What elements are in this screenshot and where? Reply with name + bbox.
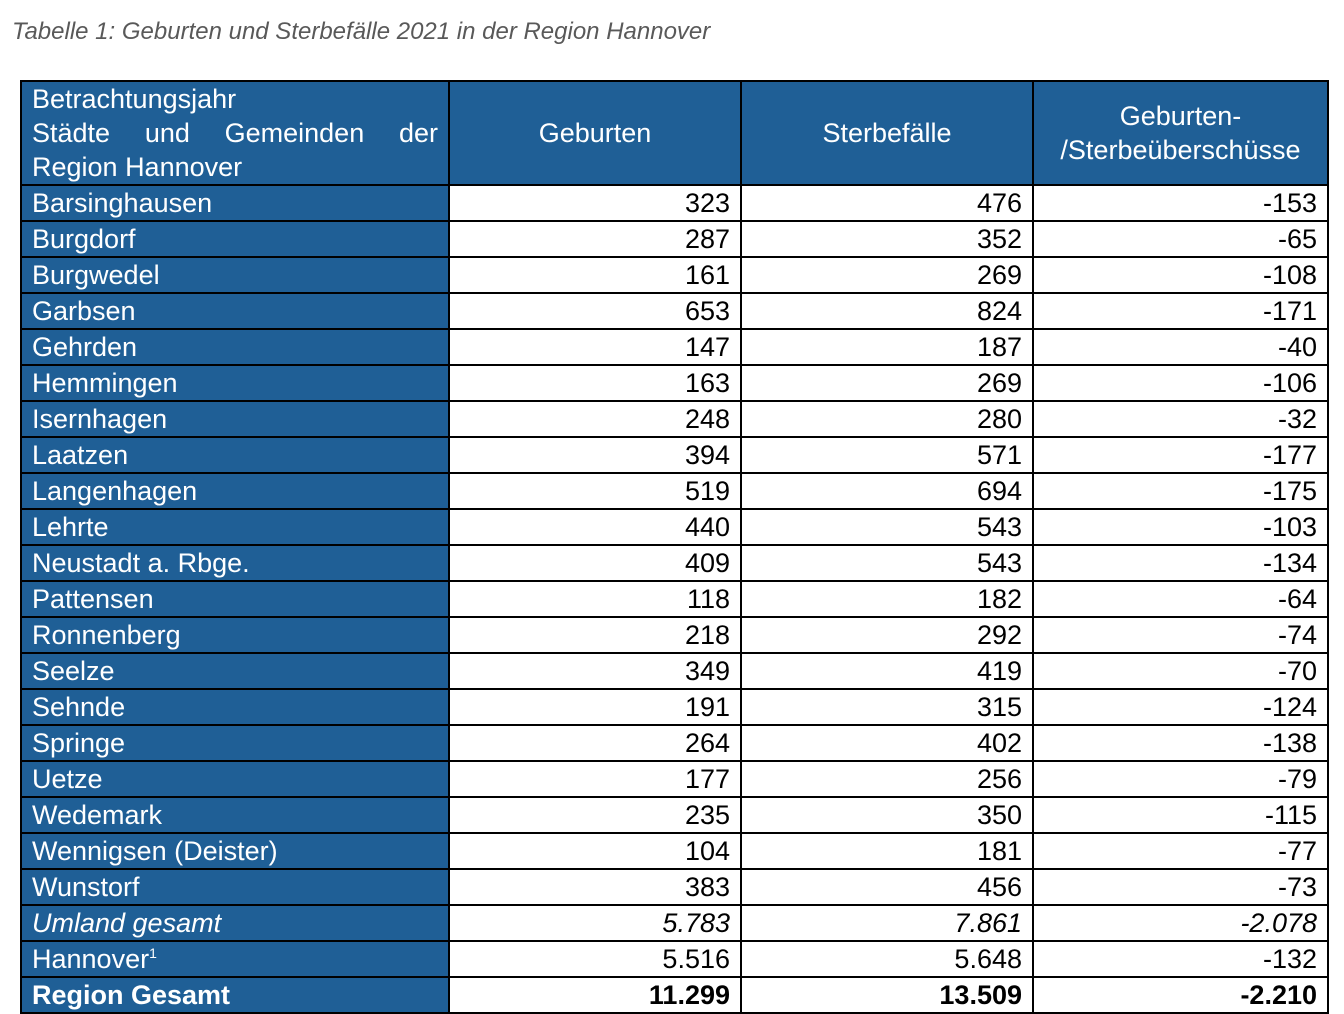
footnote-marker: 1 bbox=[149, 945, 157, 961]
deaths-cell: 476 bbox=[741, 185, 1033, 221]
municipality-cell: Lehrte bbox=[21, 509, 449, 545]
surplus-cell: -171 bbox=[1033, 293, 1328, 329]
surplus-cell: -2.078 bbox=[1033, 905, 1328, 941]
header-municipality bbox=[21, 81, 449, 185]
municipality-cell: Seelze bbox=[21, 653, 449, 689]
surplus-cell: -40 bbox=[1033, 329, 1328, 365]
births-cell: 104 bbox=[449, 833, 741, 869]
births-cell: 147 bbox=[449, 329, 741, 365]
municipality-cell: Langenhagen bbox=[21, 473, 449, 509]
deaths-cell: 187 bbox=[741, 329, 1033, 365]
header-births: Geburten bbox=[449, 81, 741, 185]
municipality-cell: Pattensen bbox=[21, 581, 449, 617]
table-row bbox=[21, 833, 1328, 869]
births-cell: 264 bbox=[449, 725, 741, 761]
municipality-name: Hannover bbox=[32, 944, 150, 974]
deaths-cell: 181 bbox=[741, 833, 1033, 869]
surplus-cell: -153 bbox=[1033, 185, 1328, 221]
municipality-cell: Barsinghausen bbox=[21, 185, 449, 221]
municipality-cell: Uetze bbox=[21, 761, 449, 797]
surplus-cell: -103 bbox=[1033, 509, 1328, 545]
surplus-cell: -115 bbox=[1033, 797, 1328, 833]
municipality-cell bbox=[21, 941, 449, 977]
deaths-cell: 256 bbox=[741, 761, 1033, 797]
surplus-cell: -74 bbox=[1033, 617, 1328, 653]
municipality-cell: Wennigsen (Deister) bbox=[21, 833, 449, 869]
births-cell: 653 bbox=[449, 293, 741, 329]
hannover-row bbox=[21, 941, 1328, 977]
municipality-cell: Sehnde bbox=[21, 689, 449, 725]
surplus-cell: -106 bbox=[1033, 365, 1328, 401]
header-surplus bbox=[1033, 81, 1328, 185]
deaths-cell: 269 bbox=[741, 257, 1033, 293]
births-cell: 519 bbox=[449, 473, 741, 509]
table-row bbox=[21, 329, 1328, 365]
surplus-cell: -2.210 bbox=[1033, 977, 1328, 1013]
header-region-label: Region Hannover bbox=[32, 152, 243, 182]
municipality-cell: Gehrden bbox=[21, 329, 449, 365]
deaths-cell: 7.861 bbox=[741, 905, 1033, 941]
deaths-cell: 352 bbox=[741, 221, 1033, 257]
births-cell: 11.299 bbox=[449, 977, 741, 1013]
table-row bbox=[21, 545, 1328, 581]
deaths-cell: 280 bbox=[741, 401, 1033, 437]
surplus-cell: -65 bbox=[1033, 221, 1328, 257]
municipality-cell: Laatzen bbox=[21, 437, 449, 473]
table-row bbox=[21, 293, 1328, 329]
municipality-cell: Garbsen bbox=[21, 293, 449, 329]
deaths-cell: 694 bbox=[741, 473, 1033, 509]
births-cell: 177 bbox=[449, 761, 741, 797]
municipality-cell: Hemmingen bbox=[21, 365, 449, 401]
surplus-cell: -134 bbox=[1033, 545, 1328, 581]
births-cell: 218 bbox=[449, 617, 741, 653]
header-surplus-line2: /Sterbeüberschüsse bbox=[1060, 135, 1301, 165]
municipality-cell: Burgdorf bbox=[21, 221, 449, 257]
deaths-cell: 315 bbox=[741, 689, 1033, 725]
table-row bbox=[21, 725, 1328, 761]
table-row bbox=[21, 473, 1328, 509]
table-row bbox=[21, 365, 1328, 401]
surplus-cell: -138 bbox=[1033, 725, 1328, 761]
table-caption: Tabelle 1: Geburten und Sterbefälle 2021 in der Region Hannover bbox=[12, 18, 711, 45]
table-row bbox=[21, 185, 1328, 221]
deaths-cell: 350 bbox=[741, 797, 1033, 833]
surplus-cell: -132 bbox=[1033, 941, 1328, 977]
deaths-cell: 824 bbox=[741, 293, 1033, 329]
births-cell: 383 bbox=[449, 869, 741, 905]
births-cell: 409 bbox=[449, 545, 741, 581]
municipality-cell: Ronnenberg bbox=[21, 617, 449, 653]
municipality-cell: Isernhagen bbox=[21, 401, 449, 437]
header-year-label: Betrachtungsjahr bbox=[32, 84, 237, 114]
table-row bbox=[21, 797, 1328, 833]
table-row bbox=[21, 653, 1328, 689]
births-cell: 191 bbox=[449, 689, 741, 725]
surplus-cell: -70 bbox=[1033, 653, 1328, 689]
deaths-cell: 543 bbox=[741, 509, 1033, 545]
municipality-cell: Umland gesamt bbox=[21, 905, 449, 941]
births-cell: 440 bbox=[449, 509, 741, 545]
header-deaths: Sterbefälle bbox=[741, 81, 1033, 185]
births-cell: 235 bbox=[449, 797, 741, 833]
deaths-cell: 571 bbox=[741, 437, 1033, 473]
births-cell: 5.516 bbox=[449, 941, 741, 977]
municipality-cell: Wunstorf bbox=[21, 869, 449, 905]
births-cell: 287 bbox=[449, 221, 741, 257]
umland-total-row bbox=[21, 905, 1328, 941]
surplus-cell: -175 bbox=[1033, 473, 1328, 509]
surplus-cell: -108 bbox=[1033, 257, 1328, 293]
deaths-cell: 543 bbox=[741, 545, 1033, 581]
births-cell: 5.783 bbox=[449, 905, 741, 941]
births-deaths-table bbox=[20, 80, 1329, 1014]
births-cell: 118 bbox=[449, 581, 741, 617]
births-cell: 163 bbox=[449, 365, 741, 401]
surplus-cell: -77 bbox=[1033, 833, 1328, 869]
table-row bbox=[21, 401, 1328, 437]
surplus-cell: -124 bbox=[1033, 689, 1328, 725]
deaths-cell: 419 bbox=[741, 653, 1033, 689]
municipality-cell: Burgwedel bbox=[21, 257, 449, 293]
table-body bbox=[21, 185, 1328, 1013]
table-row bbox=[21, 509, 1328, 545]
table-row bbox=[21, 617, 1328, 653]
table-row bbox=[21, 221, 1328, 257]
surplus-cell: -64 bbox=[1033, 581, 1328, 617]
deaths-cell: 269 bbox=[741, 365, 1033, 401]
table-header-row bbox=[21, 81, 1328, 185]
region-total-row bbox=[21, 977, 1328, 1013]
deaths-cell: 5.648 bbox=[741, 941, 1033, 977]
deaths-cell: 402 bbox=[741, 725, 1033, 761]
municipality-cell: Neustadt a. Rbge. bbox=[21, 545, 449, 581]
header-municipality-label: Städte und Gemeinden der bbox=[32, 118, 438, 148]
table-row bbox=[21, 257, 1328, 293]
births-cell: 349 bbox=[449, 653, 741, 689]
table-row bbox=[21, 761, 1328, 797]
surplus-cell: -177 bbox=[1033, 437, 1328, 473]
surplus-cell: -73 bbox=[1033, 869, 1328, 905]
municipality-cell: Region Gesamt bbox=[21, 977, 449, 1013]
surplus-cell: -32 bbox=[1033, 401, 1328, 437]
table-row bbox=[21, 581, 1328, 617]
table-row bbox=[21, 437, 1328, 473]
surplus-cell: -79 bbox=[1033, 761, 1328, 797]
births-cell: 323 bbox=[449, 185, 741, 221]
deaths-cell: 456 bbox=[741, 869, 1033, 905]
births-cell: 394 bbox=[449, 437, 741, 473]
table-row bbox=[21, 689, 1328, 725]
deaths-cell: 182 bbox=[741, 581, 1033, 617]
municipality-cell: Springe bbox=[21, 725, 449, 761]
header-surplus-line1: Geburten- bbox=[1119, 101, 1242, 131]
births-cell: 248 bbox=[449, 401, 741, 437]
deaths-cell: 13.509 bbox=[741, 977, 1033, 1013]
births-cell: 161 bbox=[449, 257, 741, 293]
table-row bbox=[21, 869, 1328, 905]
deaths-cell: 292 bbox=[741, 617, 1033, 653]
municipality-cell: Wedemark bbox=[21, 797, 449, 833]
